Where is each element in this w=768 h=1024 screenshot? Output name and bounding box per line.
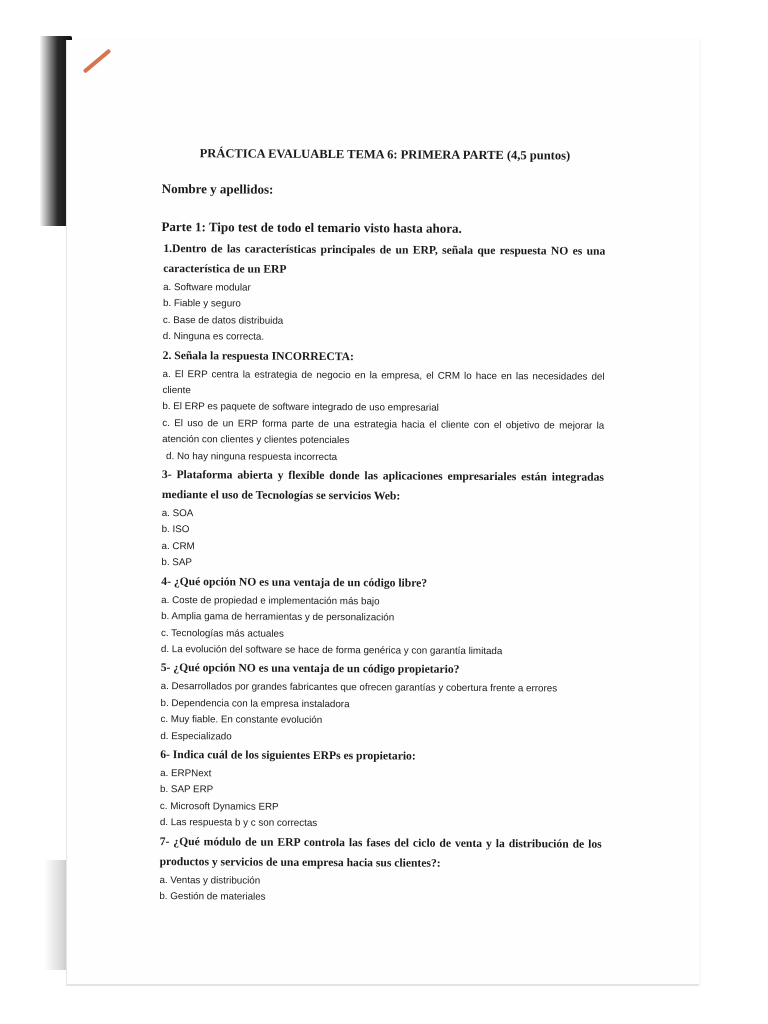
question-5-option-a: a. Desarrollados por grandes fabricantes que ofrecen garantías y cobertura frente a errores [160,681,558,695]
question-2-option-d: d. No hay ninguna respuesta incorrecta [166,450,338,463]
exam-document [155,140,606,908]
name-label: Nombre y apellidos: [161,181,274,197]
question-5: 5- ¿Qué opción NO es una ventaja de un código propietario? [160,661,460,677]
question-6-option-b: b. SAP ERP [159,784,214,796]
question-2-option-b: b. El ERP es paquete de software integrado de uso empresarial [162,401,439,415]
question-6-option-c: c. Microsoft Dynamics ERP [159,800,279,813]
question-2-option-a: a. El ERP centra la estrategia de negocio en la empresa, el CRM lo hace en las necesidades del cliente [162,368,605,397]
question-4-option-b: b. Amplia gama de herramientas y de personalización [161,611,395,624]
question-3-option-3: a. CRM [161,540,195,553]
question-4-option-c: c. Tecnologías más actuales [160,627,284,640]
question-6: 6- Indica cuál de los siguientes ERPs es propietario: [160,747,416,763]
question-3-option-1: a. SOA [161,508,194,520]
question-7-option-b: b. Gestión de materiales [159,890,266,903]
question-3: 3- Plataforma abierta y flexible donde las aplicaciones empresariales están integradas mediante el uso de Tecnologías se servicios Web: [161,468,604,503]
document-title: PRÁCTICA EVALUABLE TEMA 6: PRIMERA PARTE (4,5 puntos) [199,146,571,163]
question-5-option-d: d. Especializado [160,730,232,742]
question-3-option-2: b. ISO [161,524,190,536]
question-2: 2. Señala la respuesta INCORRECTA: [162,348,354,363]
question-1-option-d: d. Ninguna es correcta. [162,331,265,343]
question-2-option-c: c. El uso de un ERP forma parte de una estrategia hacia el cliente con el objetivo de mejorar la atención con clientes y clientes potenciales [162,417,605,447]
question-6-option-a: a. ERPNext [160,767,212,780]
question-1: 1.Dentro de las características principales de un ERP, señala que respuesta NO es una característica de un ERP [163,242,606,276]
question-3-option-4: b. SAP [161,557,192,569]
background [0,0,768,40]
question-1-option-a: a. Software modular [163,282,251,294]
question-6-option-d: d. Las respuesta b y c son correctas [159,817,318,830]
question-4-option-d: d. La evolución del software se hace de forma genérica y con garantía limitada [160,643,503,658]
question-7: 7- ¿Qué módulo de un ERP controla las fases del ciclo de venta y la distribución de los productos y servicios de una empresa hacia sus clientes?: [159,834,602,870]
question-4: 4- ¿Qué opción NO es una ventaja de un código libre? [161,574,428,590]
part-title: Parte 1: Tipo test de todo el temario visto hasta ahora. [161,219,462,236]
question-4-option-a: a. Coste de propiedad e implementación más bajo [161,594,380,608]
question-7-option-a: a. Ventas y distribución [159,874,261,887]
question-1-option-c: c. Base de datos distribuida [162,314,284,327]
question-1-option-b: b. Fiable y seguro [162,298,241,310]
question-5-option-c: c. Muy fiable. En constante evolución [160,714,323,727]
question-5-option-b: b. Dependencia con la empresa instaladora [160,697,350,710]
